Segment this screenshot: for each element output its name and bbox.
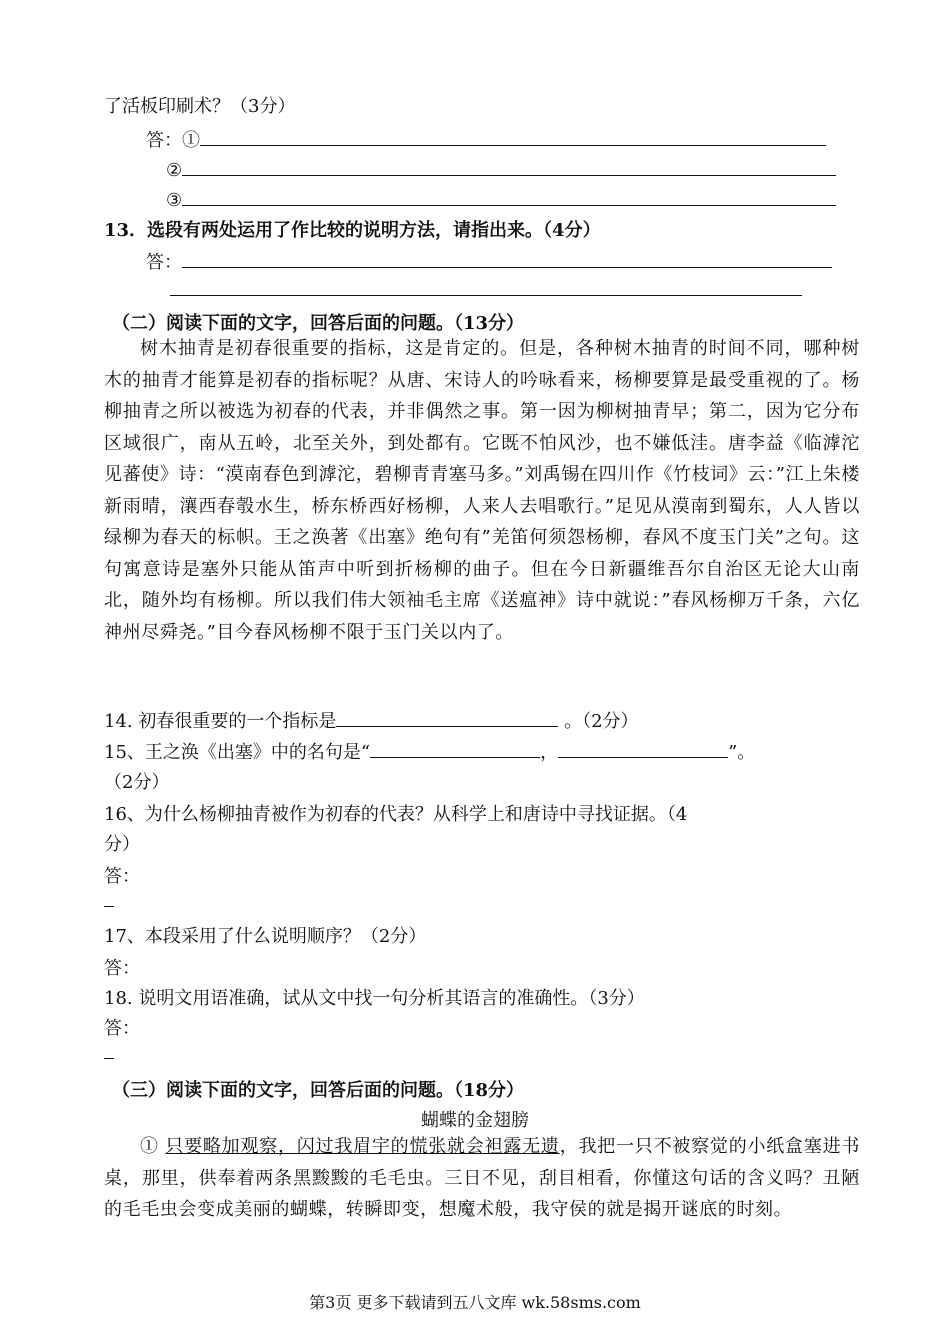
- section2-passage: [104, 333, 860, 648]
- section3-heading: （三）阅读下面的文字，回答后面的问题。（18分）: [112, 1080, 525, 1101]
- q13-answer-line: [146, 248, 832, 274]
- section2-passage-text: 树木抽青是初春很重要的指标，这是肯定的。但是，各种树木抽青的时间不同，哪种树木的抽青才能算是初春的指标呢？从唐、宋诗人的吟咏看来，杨柳要算是最受重视的了。杨柳抽青之所以被选为初春的代表，并非偶然之事。第一因为柳树抽青早；第二，因为它分布区域很广，南从五岭，北至关外，到处都有。它既不怕风沙，也不嫌低洼。唐李益《临滹沱见蕃使》诗：“漠南春色到滹沱，碧柳青青塞马多。”刘禹锡在四川作《竹枝词》云：”江上朱楼新雨晴，瀼西春彀水生，桥东桥西好杨柳，人来人去唱歌行。”足见从漠南到蜀东，人人皆以绿柳为春天的标帜。王之涣著《出塞》绝句有”羌笛何须怨杨柳，春风不度玉门关”之句。这句寓意诗是塞外只能从笛声中听到折杨柳的曲子。但在今日新疆维吾尔自治区无论大山南北，随外均有杨柳。所以我们伟大领袖毛主席《送瘟神》诗中就说：”春风杨柳万千条，六亿神州尽舜尧。”目今春风杨柳不限于玉门关以内了。: [104, 338, 860, 643]
- q12-continuation: 了活板印刷术？（3分）: [104, 96, 296, 117]
- section2-heading: （二）阅读下面的文字，回答后面的问题。（13分）: [112, 313, 525, 334]
- q18-question: 18. 说明文用语准确，试从文中找一句分析其语言的准确性。（3分）: [104, 988, 645, 1009]
- q13-answer-label: 答：: [146, 252, 182, 273]
- para1-rest: ，我把一只不被察觉的小纸盒塞进书桌，那里，供奉着两条黑黢黢的毛毛虫。三日不见，刮目相看，你懂这句话的含义吗？丑陋的毛毛虫会变成美丽的蝴蝶，转瞬即变，想魔术般，我守侯的就是揭开谜底的时刻。: [104, 1136, 860, 1220]
- q16-line-2: 分）: [104, 834, 140, 855]
- q12-blank-1[interactable]: [200, 127, 826, 146]
- q15-mid: ，: [540, 742, 559, 763]
- section3-title: 蝴蝶的金翅膀: [421, 1110, 529, 1131]
- q15-score: （2分）: [104, 772, 170, 793]
- q15-blank-2[interactable]: [558, 739, 728, 758]
- q14-prefix: 14. 初春很重要的一个指标是: [104, 711, 337, 732]
- q18-answer-blank[interactable]: [104, 1058, 114, 1059]
- q12-marker-3: ③: [166, 190, 183, 211]
- q16-line-1: 16、为什么杨柳抽青被作为初春的代表？从科学上和唐诗中寻找证据。（4: [104, 804, 688, 825]
- q12-blank-3[interactable]: [182, 187, 836, 206]
- q12-answer-line-2: [166, 157, 836, 181]
- q17-question: 17、本段采用了什么说明顺序？（2分）: [104, 926, 427, 947]
- page-footer: 第3页 更多下载请到五八文库 wk.58sms.com: [309, 1293, 641, 1312]
- q12-blank-2[interactable]: [182, 157, 836, 176]
- q14: [104, 707, 639, 733]
- q15-prefix: 15、王之涣《出塞》中的名句是“: [104, 742, 371, 763]
- para1-marker: ①: [140, 1136, 166, 1157]
- q17-answer-label: 答：: [104, 958, 140, 979]
- q16-answer-label: 答：: [104, 866, 140, 887]
- q12-answer-label: 答：①: [146, 130, 200, 151]
- q18-answer-label: 答：: [104, 1018, 140, 1039]
- q15-blank-1[interactable]: [370, 739, 540, 758]
- q15: [104, 738, 755, 764]
- q12-marker-2: ②: [166, 160, 183, 181]
- q14-blank[interactable]: [336, 708, 558, 727]
- q15-suffix: ”。: [728, 742, 756, 763]
- q12-answer-line-1: [146, 126, 826, 152]
- q12-answer-line-3: [166, 187, 836, 211]
- section3-paragraph-1: [104, 1131, 860, 1226]
- section3-paragraph-1-text: [104, 1131, 860, 1226]
- para1-underlined-sentence: 只要略加观察，闪过我眉宇的慌张就会袒露无遗: [165, 1136, 560, 1157]
- q14-suffix: 。（2分）: [558, 711, 639, 732]
- q13-blank-2[interactable]: [170, 295, 802, 296]
- q13-blank-1[interactable]: [182, 249, 832, 268]
- q16-answer-blank[interactable]: [104, 906, 114, 907]
- q13-question: 13．选段有两处运用了作比较的说明方法，请指出来。（4分）: [104, 220, 601, 241]
